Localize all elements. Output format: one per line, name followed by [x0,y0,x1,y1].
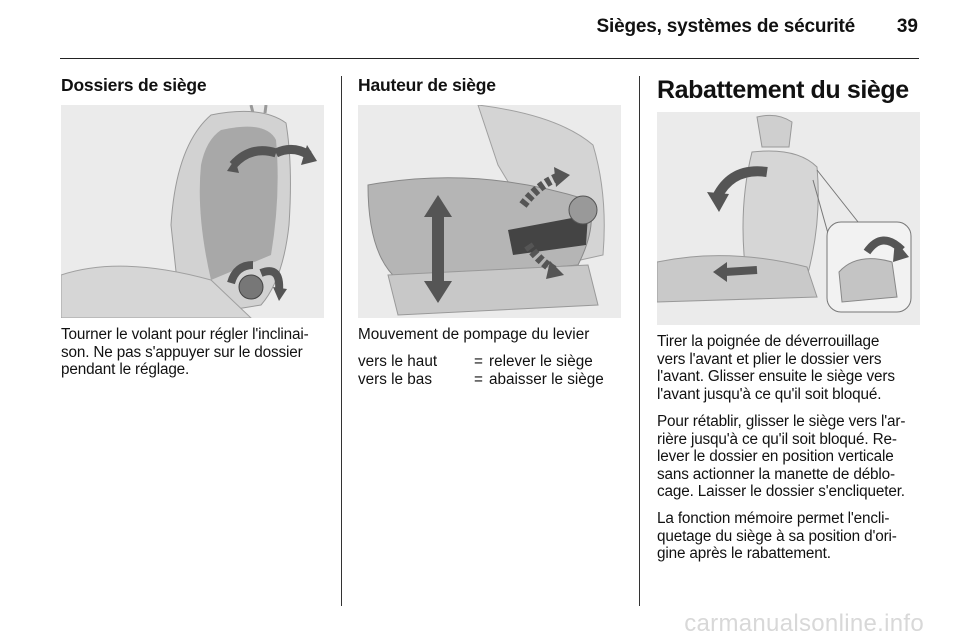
lever-action: vers le haut [358,353,438,370]
lever-action: vers le bas [358,370,432,388]
watermark: carmanualsonline.info [684,610,924,637]
text-line: pendant le réglage. [61,361,190,379]
text-line: l'avant. Glisser ensuite le siège vers [657,368,895,386]
text-line: lever le dossier en position verticale [657,448,894,466]
column-divider [341,76,342,606]
backrest-instructions [61,326,336,379]
pump-caption: Mouvement de pompage du levier [358,326,590,343]
backrest-illustration [61,105,324,318]
text-line: quetage du siège à sa position d'ori- [657,527,897,545]
folding-paragraph-3 [657,510,927,563]
text-line: cage. Laisser le dossier s'encliqueter. [657,483,905,501]
folding-paragraph-1 [657,333,927,403]
lever-result: abaisser le siège [489,370,604,388]
text-line: son. Ne pas s'appuyer sur le dossier [61,343,303,361]
text-line: Tourner le volant pour régler l'inclinai- [61,326,309,343]
lever-table [358,353,604,388]
text-line: rière jusqu'à ce qu'il soit bloqué. Re- [657,430,897,448]
section-seat-folding [657,76,923,105]
lever-result: relever le siège [489,353,593,370]
seat-height-illustration [358,105,621,318]
text-line: Pour rétablir, glisser le siège vers l'ar- [657,413,906,430]
text-line: sans actionner la manette de déblo- [657,465,895,483]
page-header-title: Sièges, systèmes de sécurité [596,16,855,37]
text-line: l'avant jusqu'à ce qu'il soit bloqué. [657,385,882,403]
table-row [358,371,604,389]
seat-folding-illustration [657,112,920,325]
folding-paragraph-2 [657,413,927,501]
table-row [358,353,604,371]
section-title: Rabattement du siège [657,76,909,104]
column-divider [639,76,640,606]
text-line: vers l'avant et plier le dossier vers [657,350,882,368]
page-number: 39 [896,16,918,37]
equals-sign: = [474,353,483,370]
section-seat-backrest [61,75,326,96]
text-line: La fonction mémoire permet l'encli- [657,510,890,527]
section-heading: Hauteur de siège [358,75,496,95]
header-rule [60,58,919,59]
equals-sign: = [474,370,483,388]
section-heading: Dossiers de siège [61,75,207,95]
text-line: Tirer la poignée de déverrouillage [657,333,880,350]
text-line: gine après le rabattement. [657,545,831,563]
section-seat-height [358,75,624,96]
